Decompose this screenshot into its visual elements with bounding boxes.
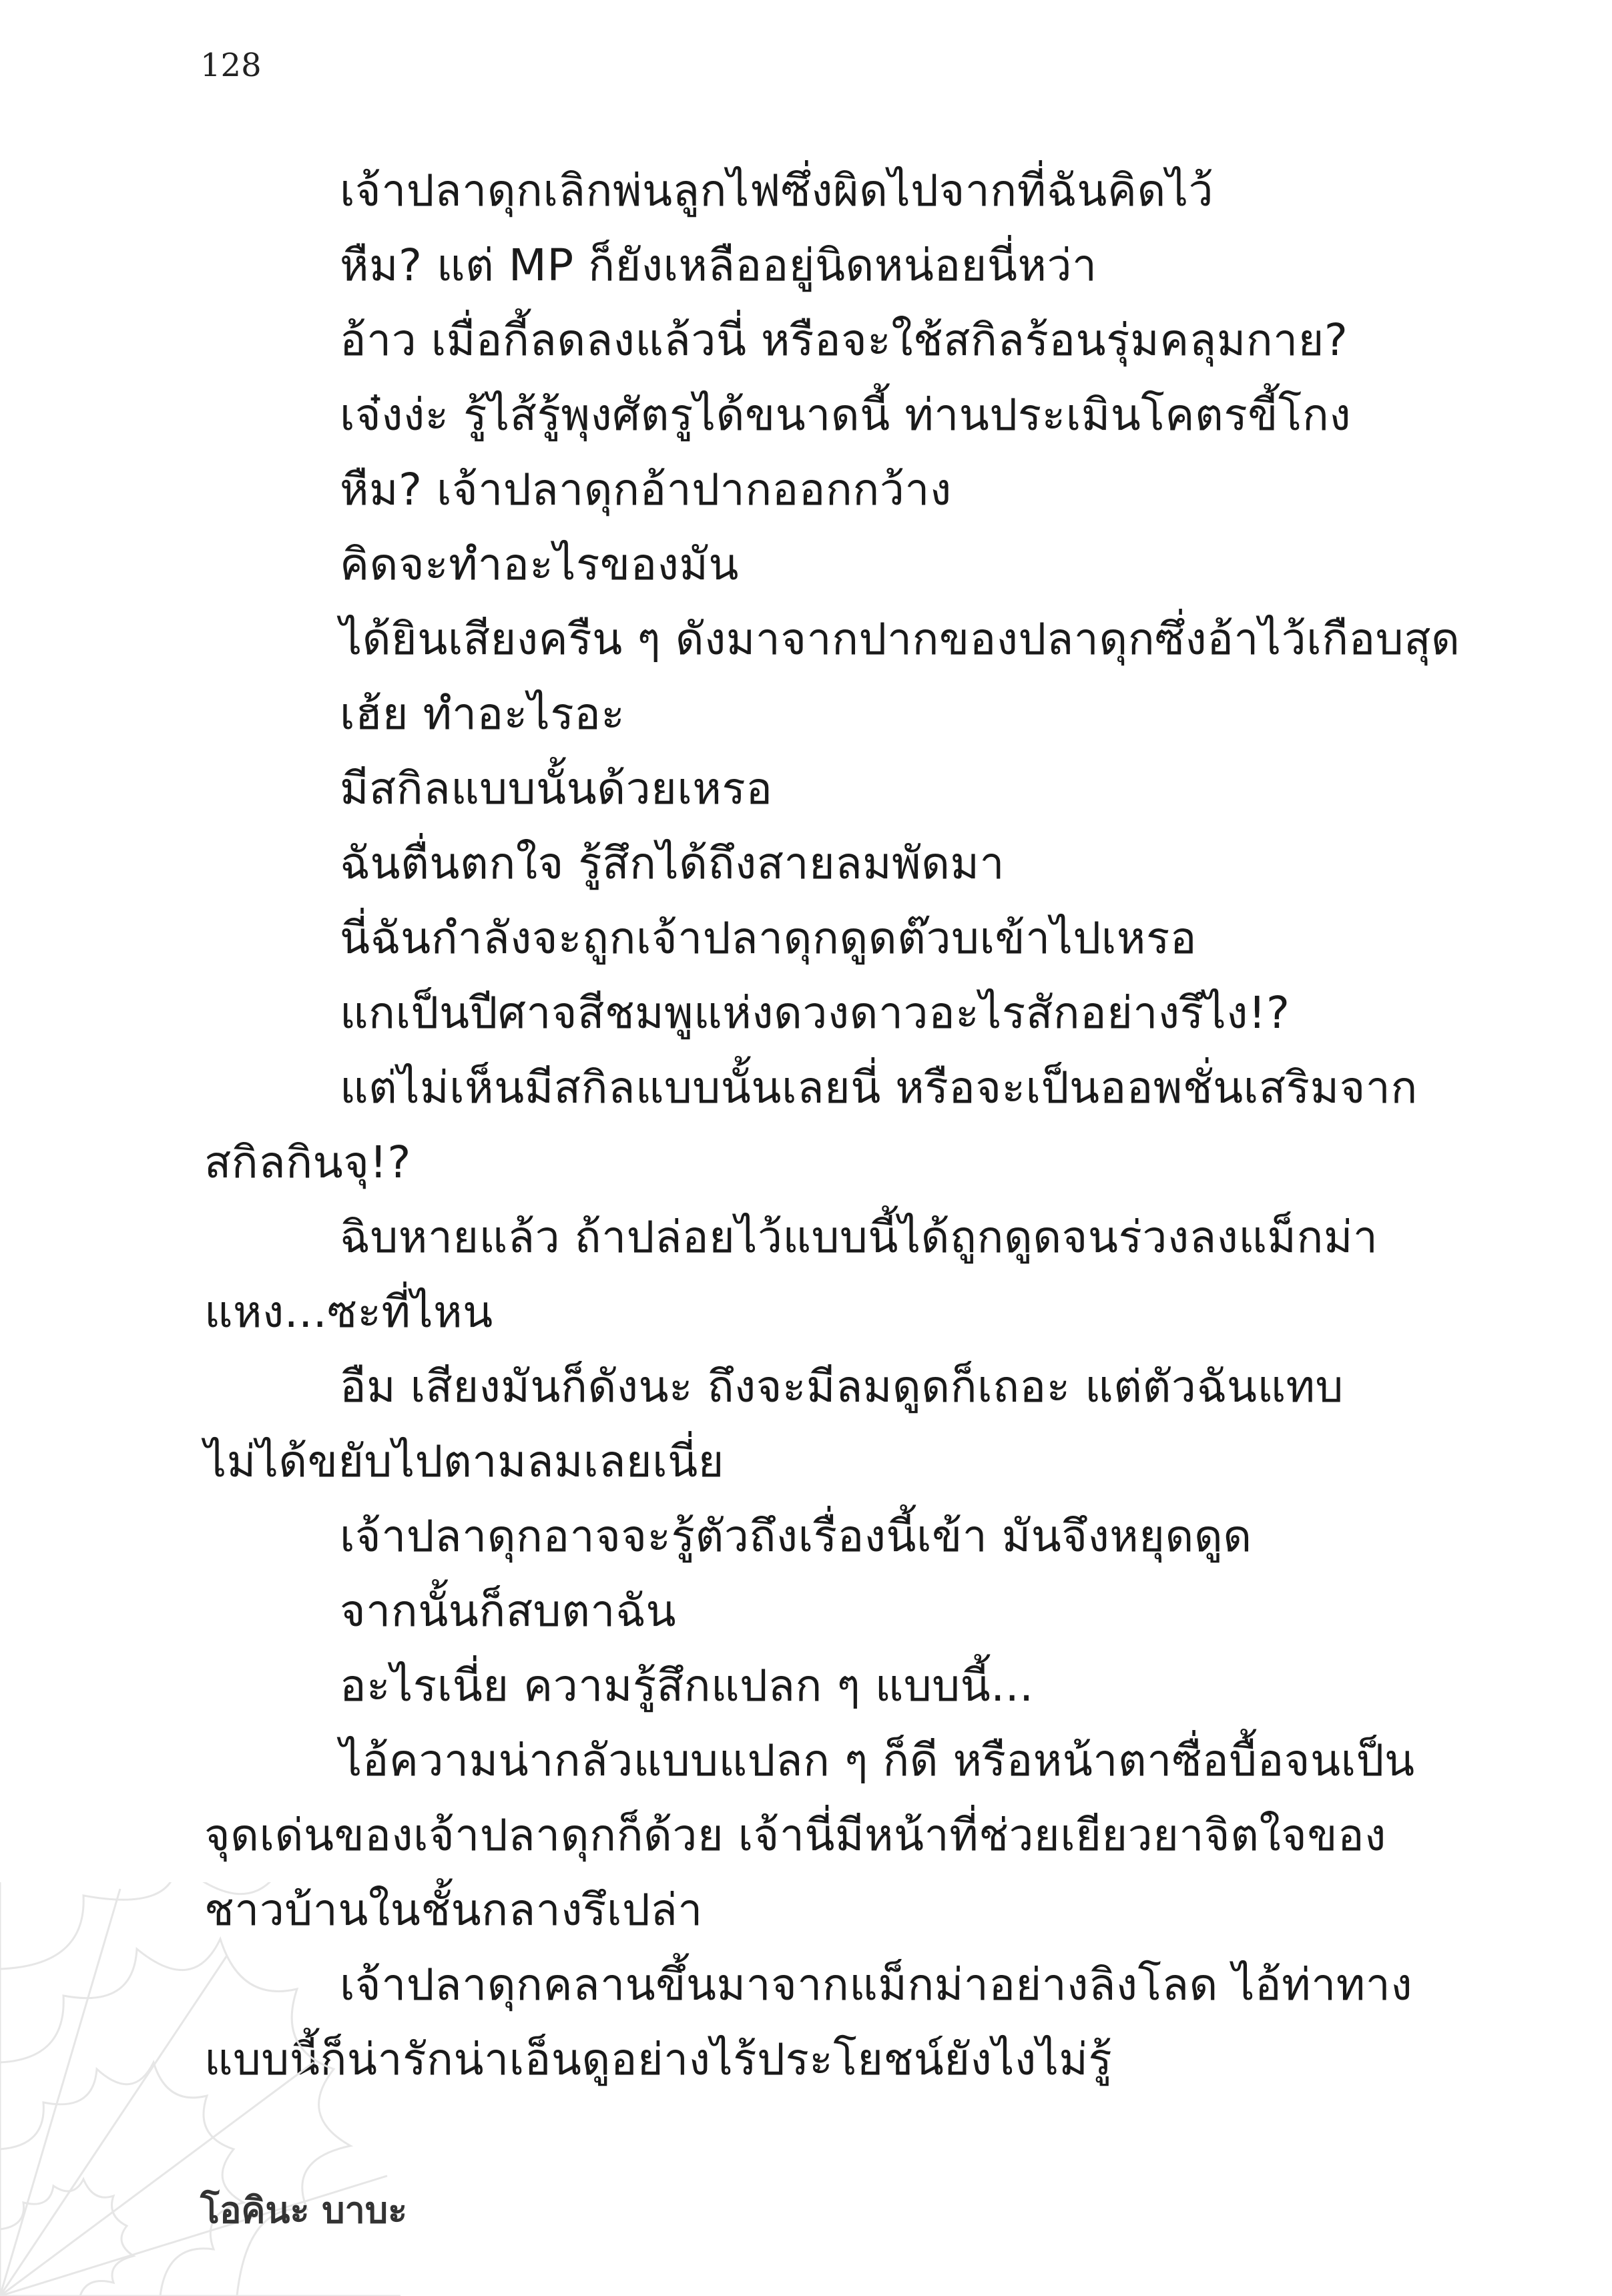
text-line: เฮ้ย ทำอะไรอะ bbox=[340, 688, 625, 740]
text-line: จุดเด่นของเจ้าปลาดุกก็ด้วย เจ้านี่มีหน้าที่ช่วยเยียวยาจิตใจของ bbox=[204, 1809, 1386, 1861]
text-line: ชาวบ้านในชั้นกลางรึเปล่า bbox=[204, 1884, 703, 1936]
text-line: อืม เสียงมันก็ดังนะ ถึงจะมีลมดูดก็เถอะ แต่ตัวฉันแทบ bbox=[340, 1361, 1344, 1412]
text-line: แกเป็นปีศาจสีชมพูแห่งดวงดาวอะไรสักอย่างรึไง!? bbox=[340, 987, 1290, 1039]
text-line: อะไรเนี่ย ความรู้สึกแปลก ๆ แบบนี้... bbox=[340, 1660, 1034, 1711]
text-line: เจ้าปลาดุกคลานขึ้นมาจากแม็กม่าอย่างลิงโลด ไอ้ท่าทาง bbox=[340, 1959, 1413, 2010]
text-line: จากนั้นก็สบตาฉัน bbox=[340, 1585, 677, 1637]
text-line: ฉิบหายแล้ว ถ้าปล่อยไว้แบบนี้ได้ถูกดูดจนร่วงลงแม็กม่า bbox=[340, 1211, 1378, 1263]
text-line: เจ้าปลาดุกอาจจะรู้ตัวถึงเรื่องนี้เข้า มันจึงหยุดดูด bbox=[340, 1510, 1252, 1562]
text-line: แต่ไม่เห็นมีสกิลแบบนั้นเลยนี่ หรือจะเป็นออพชั่นเสริมจาก bbox=[340, 1062, 1418, 1113]
page-number: 128 bbox=[200, 47, 262, 84]
body-text bbox=[204, 154, 1460, 2097]
text-line: เจ๋งง่ะ รู้ไส้รู้พุงศัตรูได้ขนาดนี้ ท่านประเมินโคตรขี้โกง bbox=[340, 389, 1352, 441]
author-name: โอคินะ บาบะ bbox=[200, 2189, 408, 2231]
text-line: อ้าว เมื่อกี้ลดลงแล้วนี่ หรือจะใช้สกิลร้อนรุ่มคลุมกาย? bbox=[340, 314, 1348, 366]
text-line: แบบนี้ก็น่ารักน่าเอ็นดูอย่างไร้ประโยชน์ยังไงไม่รู้ bbox=[204, 2034, 1113, 2085]
text-line: หืม? เจ้าปลาดุกอ้าปากออกกว้าง bbox=[340, 464, 952, 515]
text-line: สกิลกินจุ!? bbox=[204, 1137, 411, 1188]
text-line: ไอ้ความน่ากลัวแบบแปลก ๆ ก็ดี หรือหน้าตาซื่อบื้อจนเป็น bbox=[340, 1735, 1415, 1786]
text-line: ฉันตื่นตกใจ รู้สึกได้ถึงสายลมพัดมา bbox=[340, 838, 1005, 889]
text-line: เจ้าปลาดุกเลิกพ่นลูกไฟซึ่งผิดไปจากที่ฉันคิดไว้ bbox=[340, 165, 1214, 216]
text-line: ไม่ได้ขยับไปตามลมเลยเนี่ย bbox=[204, 1436, 724, 1487]
text-line: ได้ยินเสียงครืน ๆ ดังมาจากปากของปลาดุกซึ่งอ้าไว้เกือบสุด bbox=[340, 613, 1460, 665]
text-line: นี่ฉันกำลังจะถูกเจ้าปลาดุกดูดต๊วบเข้าไปเหรอ bbox=[340, 912, 1197, 964]
text-line: คิดจะทำอะไรของมัน bbox=[340, 539, 740, 590]
text-line: มีสกิลแบบนั้นด้วยเหรอ bbox=[340, 763, 773, 814]
text-line: แหง...ซะที่ไหน bbox=[204, 1286, 493, 1338]
text-line: หืม? แต่ MP ก็ยังเหลืออยู่นิดหน่อยนี่หว่า bbox=[340, 240, 1097, 291]
